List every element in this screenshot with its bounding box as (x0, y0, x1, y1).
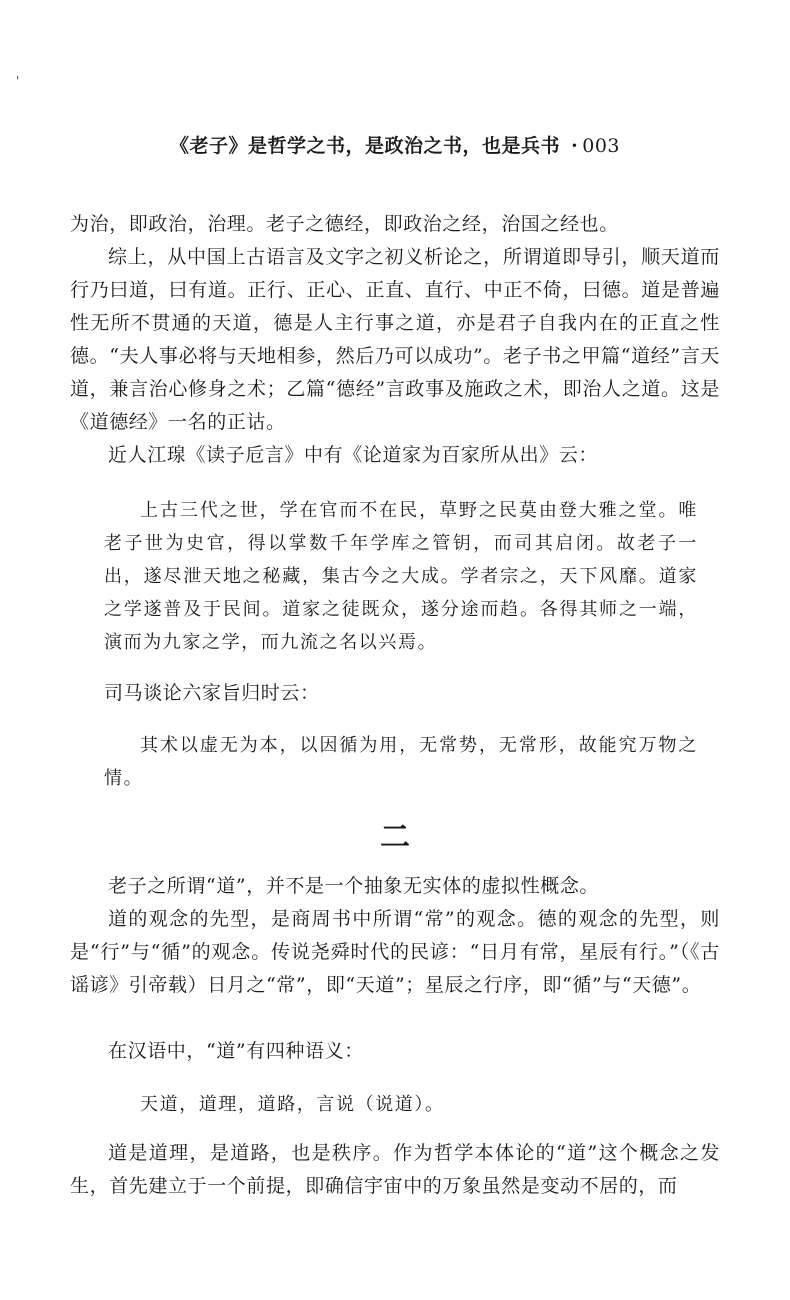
header-title: 《老子》是哲学之书，是政治之书，也是兵书 (169, 135, 560, 157)
paragraph-4: 司马谈论六家旨归时云： (104, 682, 320, 704)
paragraph-2: 综上，从中国上古语言及文字之初义析论之，所谓道即导引，顺天道而行乃曰道，曰有道。正行、正心、正直、直行、中正不倚，曰德。道是普遍性无所不贯通的天道，德是人主行事之道，亦是君子自我内在的正直之性德。“夫人事必将与天地相参，然后乃可以成功”。老子书之甲篇“道经”言天道，兼言治心修身之术；乙篇“德经”言政事及施政之术，即治人之道。这是《道德经》一名的正诂。 (70, 246, 720, 433)
paragraph-8: 道是道理，是道路，也是秩序。作为哲学本体论的“道”这个概念之发生，首先建立于一个前提，即确信宇宙中的万象虽然是变动不居的，而 (70, 1142, 720, 1197)
paragraph-3: 近人江瑔《读子卮言》中有《论道家为百家所从出》云： (108, 444, 599, 466)
scan-mark: ' (16, 74, 20, 88)
block-quote-3: 天道，道理，道路，言说（说道）。 (140, 1094, 445, 1115)
header-separator: · (571, 135, 579, 157)
running-header (0, 131, 790, 158)
paragraph-5: 老子之所谓“道”，并不是一个抽象无实体的虚拟性概念。 (108, 875, 600, 897)
block-quote-2: 其术以虚无为本，以因循为用，无常势，无常形，故能究万物之情。 (104, 735, 698, 789)
paragraph-6: 道的观念的先型，是商周书中所谓“常”的观念。德的观念的先型，则是“行”与“循”的观念。传说尧舜时代的民谚：“日月有常，星辰有行。”（《古谣谚》引帝载）日月之“常”，即“天道”；星辰之行序，即“循”与“天德”。 (70, 908, 720, 996)
paragraph-1: 为治，即政治，治理。老子之德经，即政治之经，治国之经也。 (70, 213, 619, 235)
block-quote-1: 上古三代之世，学在官而不在民，草野之民莫由登大雅之堂。唯老子世为史官，得以掌数千年学库之管钥，而司其启闭。故老子一出，遂尽泄天地之秘藏，集古今之大成。学者宗之，天下风靡。道家之学遂普及于民间。道家之徒既众，遂分途而趋。各得其师之一端，演而为九家之学，而九流之名以兴焉。 (104, 500, 698, 653)
page-number: 003 (582, 135, 621, 157)
section-number: 二 (380, 820, 410, 855)
paragraph-7: 在汉语中，“道”有四种语义： (108, 1040, 364, 1062)
